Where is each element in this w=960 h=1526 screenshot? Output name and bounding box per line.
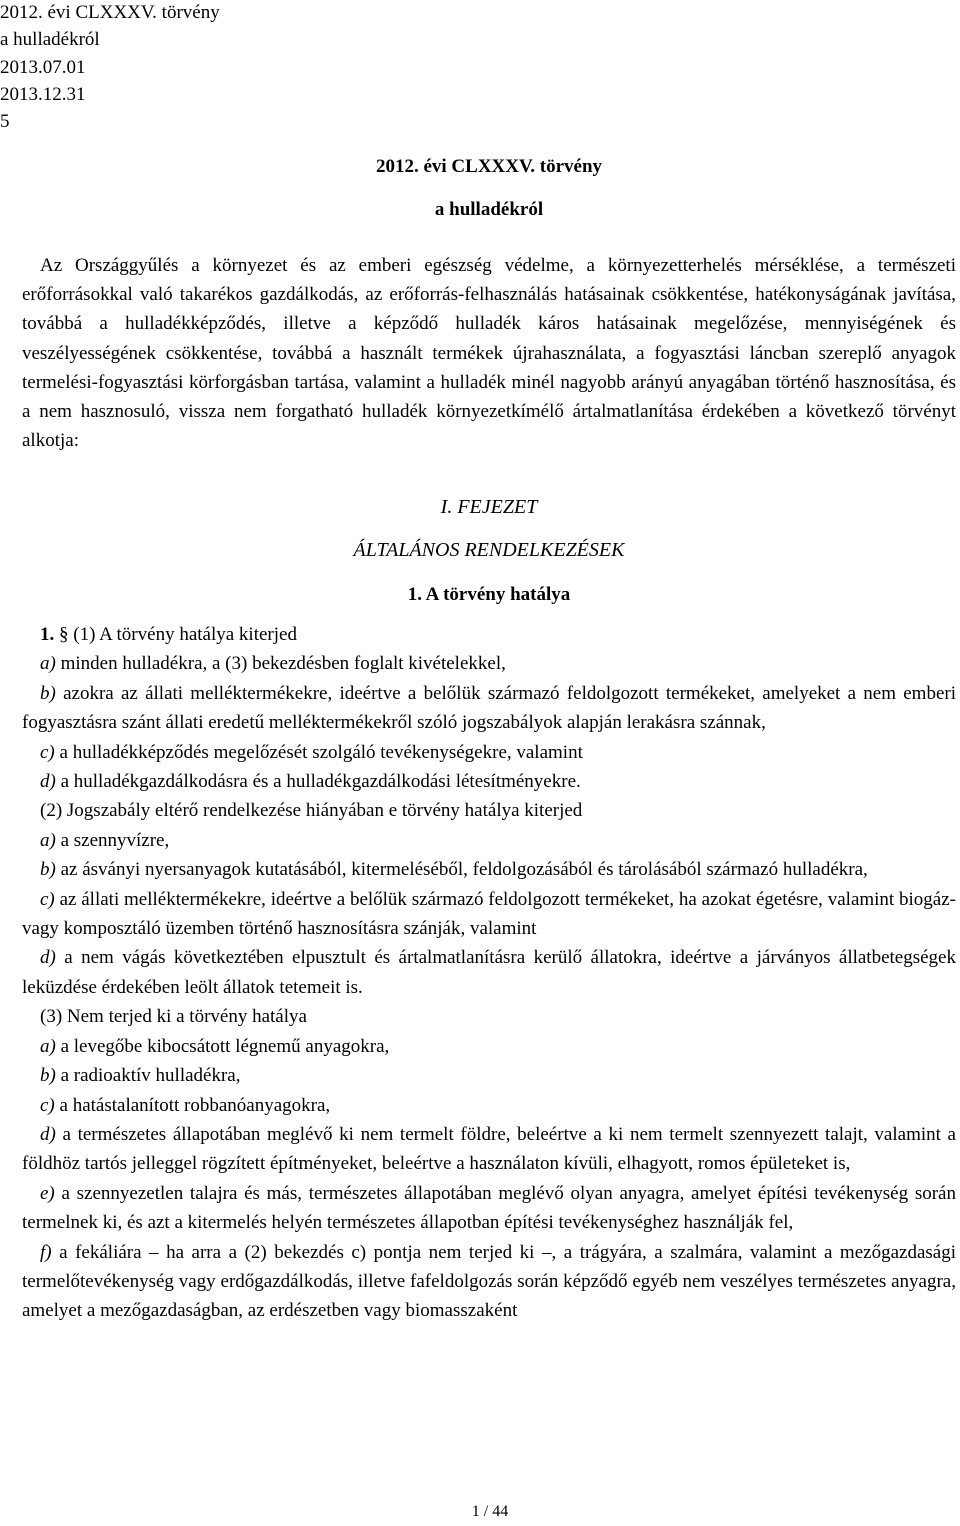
meta-law-number: 2012. évi CLXXXV. törvény	[0, 2, 220, 23]
list-text: a fekáliára – ha arra a (2) bekezdés c) pontja nem terjed ki –, a trágyára, a szalmára, valamint a mezőgazdasági termelőtevékenység vagy erdőgazdálkodás, illetve fafeldolgozás során képződő egyéb nem veszélyes természetes anyagra, amelyet a mezőgazdaságban, az erdészetben vagy biomasszaként	[22, 1241, 956, 1322]
list-letter: c)	[40, 1094, 55, 1116]
subsection-3	[22, 1002, 956, 1031]
list-text: minden hulladékra, a (3) bekezdésben foglalt kivételekkel,	[55, 653, 506, 675]
list-text: az állati melléktermékekre, ideértve a belőlük származó feldolgozott termékeket, ha azokat égetésre, valamint biogáz- vagy komposztáló üzemben történő hasznosításra szánják, valamint	[22, 888, 956, 940]
list-letter: e)	[40, 1182, 55, 1204]
list-letter: a)	[40, 829, 56, 851]
list-item	[22, 767, 956, 796]
list-text: a természetes állapotában meglévő ki nem termelt földre, beleértve a ki nem termelt szennyezett talajt, valamint a földhöz tartós jelleggel rögzített építményeket, beleértve a használaton kívüli, elhagyott, romos épületeket is,	[22, 1123, 956, 1175]
list-item	[22, 1238, 956, 1326]
list-text: a levegőbe kibocsátott légnemű anyagokra,	[55, 1035, 390, 1057]
subsection-text: (2) Jogszabály eltérő rendelkezése hiányában e törvény hatálya kiterjed	[40, 800, 583, 822]
meta-valid-to: 2013.12.31	[0, 83, 86, 105]
document-metadata	[0, 0, 220, 135]
subsection-text: (3) Nem terjed ki a törvény hatálya	[40, 1006, 307, 1028]
chapter-title: ÁLTALÁNOS RENDELKEZÉSEK	[353, 539, 625, 561]
list-item	[22, 679, 956, 738]
list-letter: d)	[40, 947, 56, 969]
law-title: 2012. évi CLXXXV. törvény	[375, 156, 603, 177]
preamble-text: Az Országgyűlés a környezet és az emberi egészség védelme, a környezetterhelés mérséklése, a természeti erőforrásokkal való takarékos gazdálkodás, az erőforrás-felhasználás hatásainak csökkentése, hatékonyságának javítása, továbbá a hulladékképződés, illetve a képződő hulladék káros hatásainak megelőzése, mennyiségének és veszélyességének csökkentése, továbbá a használt termékek újrahasználata, a fogyasztási láncban szereplő anyagok termelési-fogyasztási körforgásban tartása, valamint a hulladék minél nagyobb arányú anyagában történő hasznosítása, és a nem hasznosuló, vissza nem forgatható hulladék környezetkímélő ártalmatlanítása érdekében a következő törvényt alkotja:	[22, 255, 956, 452]
list-text: a hatástalanított robbanóanyagokra,	[54, 1094, 331, 1116]
list-letter: b)	[40, 1065, 56, 1087]
list-item	[22, 738, 956, 767]
list-text: a szennyezetlen talajra és más, természetes állapotában meglévő olyan anyagra, amelyet építési tevékenység során termelnek ki, és azt a kitermelés helyén természetes állapotban építési tevékenységhez használják fel,	[22, 1182, 956, 1234]
section-heading: 1. A törvény hatálya	[407, 584, 571, 605]
list-text: a szennyvízre,	[55, 829, 170, 851]
list-text: az ásványi nyersanyagok kutatásából, kitermeléséből, feldolgozásából és tárolásából származó hulladékra,	[55, 859, 868, 881]
law-subtitle: a hulladékról	[434, 199, 544, 220]
list-letter: d)	[40, 1123, 56, 1145]
list-text: a nem vágás következtében elpusztult és ártalmatlanításra kerülő állatokra, ideértve a járványos állatbetegségek leküzdése érdekében leölt állatok tetemeit is.	[22, 947, 956, 998]
page-number: 1 / 44	[471, 1503, 509, 1520]
section-body	[22, 620, 956, 1326]
list-text: azokra az állati melléktermékekre, ideértve a belőlük származó feldolgozott termékeket, amelyeket a nem emberi fogyasztásra szánt állati eredetű melléktermékekről szóló jogszabályok alapján lerakásra szánnak,	[22, 682, 956, 734]
list-item	[22, 855, 956, 884]
list-item	[22, 943, 956, 1002]
paragraph-text: (1) A törvény hatálya kiterjed	[68, 624, 297, 645]
list-item	[22, 1179, 956, 1238]
list-text: a hulladékgazdálkodásra és a hulladékgazdálkodási létesítményekre.	[55, 771, 581, 793]
list-item	[22, 885, 956, 944]
list-text: a hulladékképződés megelőzését szolgáló tevékenységekre, valamint	[54, 741, 583, 763]
subsection-2	[22, 796, 956, 825]
chapter-number: I. FEJEZET	[440, 496, 538, 518]
list-letter: b)	[40, 682, 56, 704]
list-letter: d)	[40, 771, 56, 793]
list-letter: b)	[40, 859, 56, 881]
list-text: a radioaktív hulladékra,	[55, 1065, 241, 1087]
paragraph-number: 1.	[40, 624, 59, 645]
list-letter: f)	[40, 1241, 52, 1263]
list-item	[22, 826, 956, 855]
paragraph-1	[22, 620, 956, 649]
list-item	[22, 1061, 956, 1090]
meta-law-subject: a hulladékról	[0, 29, 100, 51]
list-item	[22, 1120, 956, 1179]
list-letter: a)	[40, 653, 56, 675]
list-item	[22, 649, 956, 678]
meta-version: 5	[0, 111, 10, 133]
list-letter: c)	[40, 888, 55, 910]
meta-valid-from: 2013.07.01	[0, 56, 86, 78]
list-item	[22, 1091, 956, 1120]
list-item	[22, 1032, 956, 1061]
list-letter: c)	[40, 741, 55, 763]
list-letter: a)	[40, 1035, 56, 1057]
section-sign: §	[59, 624, 69, 645]
